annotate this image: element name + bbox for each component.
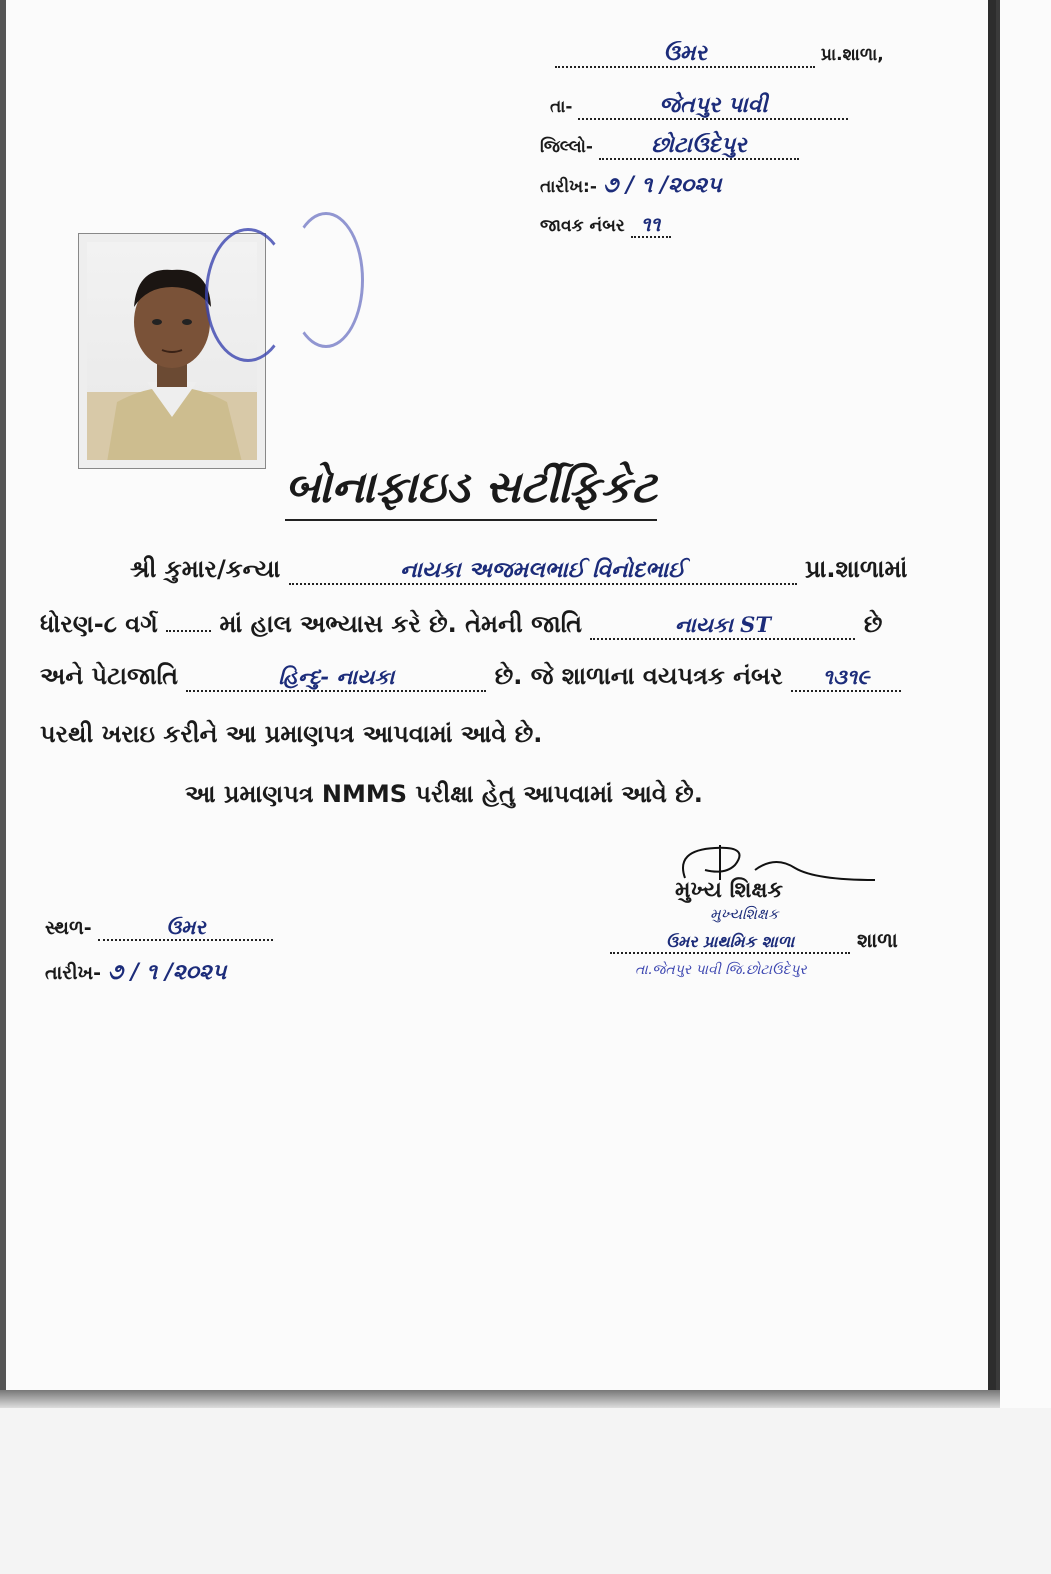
signature-school-line [610,928,898,954]
taluka-line [550,92,848,120]
footer-block [45,915,273,985]
register-sentence: છે. જે શાળાના વયપત્રક નંબર [494,662,783,690]
signature-school-suffix: શાળા [856,928,898,952]
taluka-label: તા- [550,97,573,117]
paper-right-edge [988,0,996,1500]
school-name-handwritten: ઉમર [555,40,815,68]
body-line-3 [40,662,901,692]
place-label: સ્થળ- [45,917,92,939]
school-suffix: પ્રા.શાળામાં [804,555,908,583]
stamp-address: તા.જેતપુર પાવી જિ.છોટાઉદેપુર [635,962,807,978]
place-value-handwritten: ઉમર [98,915,273,941]
school-line [555,40,884,68]
district-value-handwritten: છોટાઉદેપુર [599,132,799,160]
signature-block [600,840,960,990]
outward-number-handwritten: ૧૧ [631,212,671,238]
school-stamp-faded [288,212,364,348]
subcaste-value-handwritten: હિન્દુ- નાયકા [186,664,486,692]
body-line-5: આ પ્રમાણપત્ર NMMS પરીક્ષા હેતુ આપવામાં આવે છે. [185,780,703,808]
footer-date-handwritten: ૭ / ૧ /૨૦૨૫ [107,959,227,985]
school-label: પ્રા.શાળા, [820,45,884,65]
standard-label: ધોરણ-૮ વર્ગ [40,610,158,638]
subcaste-label: અને પેટાજાતિ [40,662,178,690]
outward-line [540,212,671,238]
class-blank [166,630,211,632]
school-stamp-photo [205,228,291,362]
date-line [540,172,722,198]
register-number-handwritten: ૧૩૧૯ [791,664,901,692]
footer-date-label: તારીખ- [45,962,102,984]
taluka-value-handwritten: જેતપુર પાવી [578,92,848,120]
district-line [540,132,799,160]
paper-bottom-shadow [0,1390,1000,1408]
place-line [45,915,273,941]
body-line-4: પરથી ખરાઇ કરીને આ પ્રમાણપત્ર આપવામાં આવે છે. [40,720,543,748]
body-line-1 [130,555,907,585]
signature-school-handwritten: ઉમર પ્રાથમિક શાળા [610,932,850,954]
student-name-handwritten: નાયકા અજમલભાઈ વિનોદભાઈ [289,557,797,585]
header-date-handwritten: ૭ / ૧ /૨૦૨૫ [602,172,722,198]
student-prefix: શ્રી કુમાર/કન્યા [130,555,281,583]
stamp-role: મુખ્યશિક્ષક [710,905,779,923]
body-line-2 [40,610,882,640]
lower-sheet [0,1408,1051,1574]
footer-date-line [45,959,273,985]
caste-sentence: માં હાલ અભ્યાસ કરે છે. તેમની જાતિ [219,610,583,638]
district-label: જિલ્લો- [540,137,593,157]
certificate-title: બોનાફાઇડ સર્ટીફિકેટ [285,462,657,521]
head-teacher-label: મુખ્ય શિક્ષક [675,878,784,903]
caste-suffix: છે [863,610,883,638]
caste-value-handwritten: નાયકા ST [590,612,855,640]
outward-label: જાવક નંબર [540,216,625,236]
header-date-label: તારીખ:- [540,177,597,197]
